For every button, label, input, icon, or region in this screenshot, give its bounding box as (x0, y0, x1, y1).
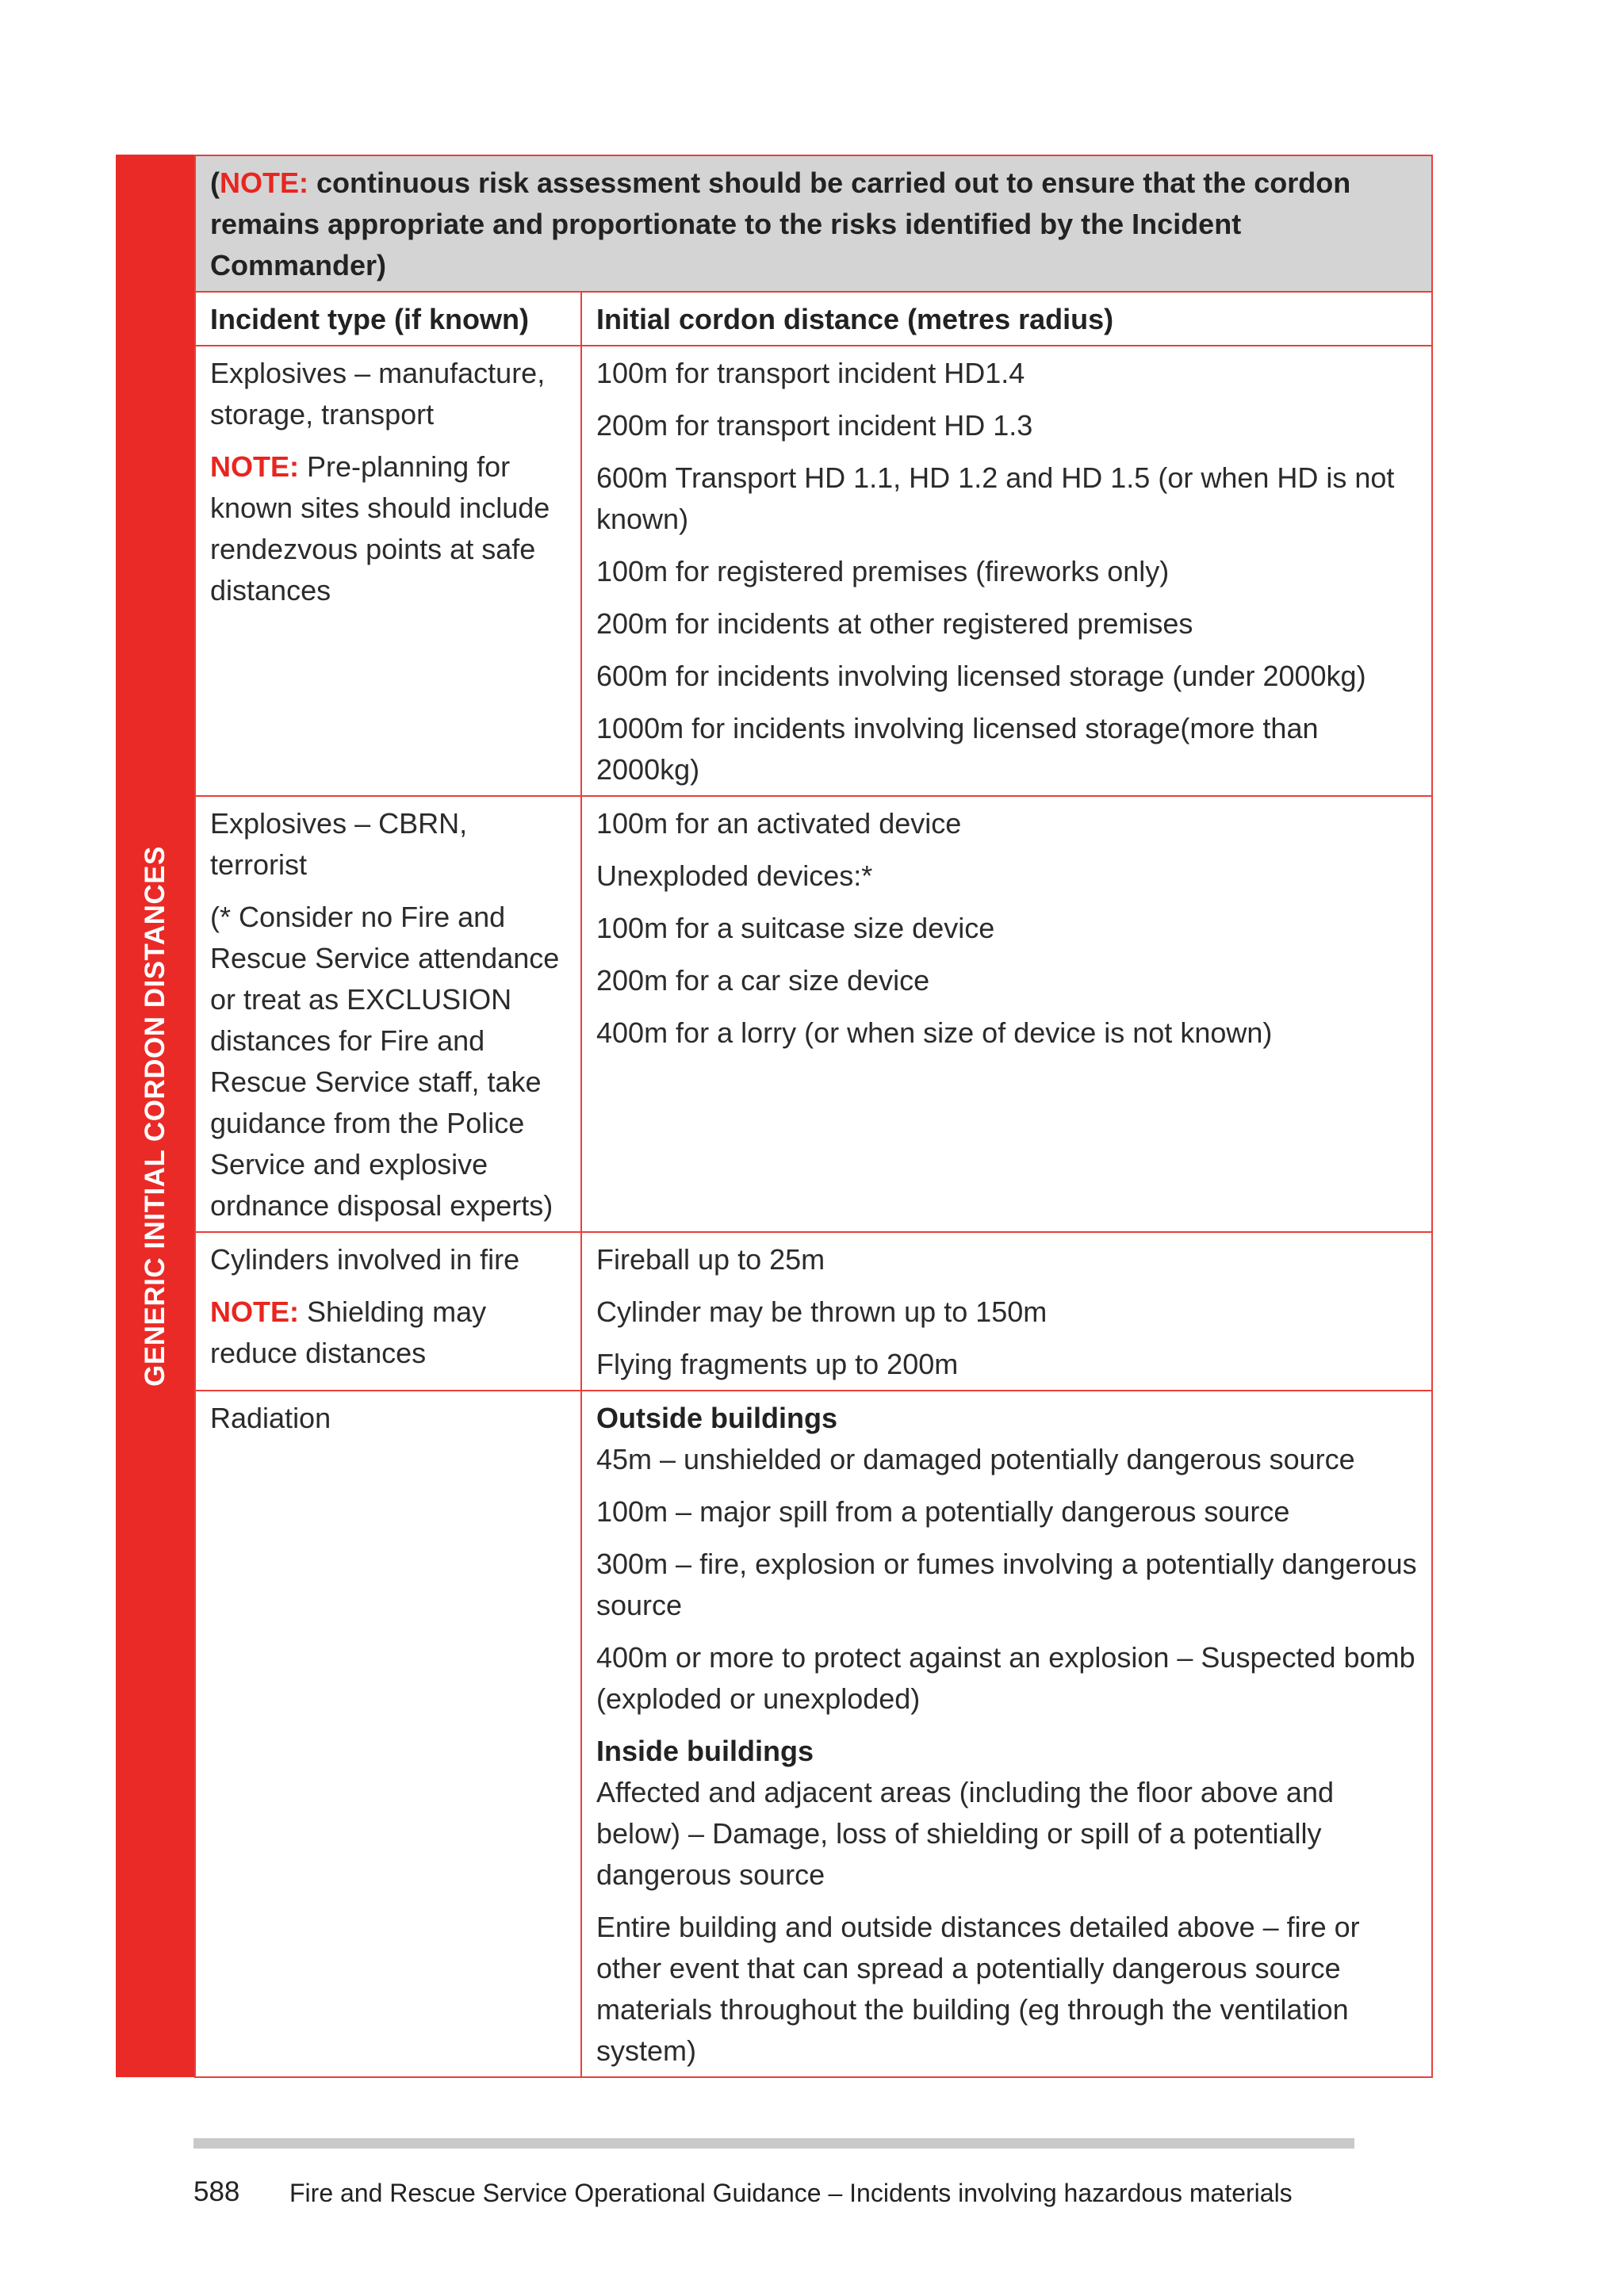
cordon-distance-cell (581, 1391, 1432, 2077)
distance-item: 100m – major spill from a potentially dangerous source (596, 1495, 1290, 1528)
distance-item: 300m – fire, explosion or fumes involving a potentially dangerous source (596, 1548, 1417, 1621)
distance-item: 45m – unshielded or damaged potentially dangerous source (596, 1443, 1355, 1475)
distance-item: Cylinder may be thrown up to 150m (596, 1295, 1048, 1328)
incident-type: Radiation (210, 1402, 331, 1434)
outside-buildings-heading: Outside buildings (596, 1402, 837, 1434)
footer-rule (193, 2138, 1354, 2149)
distance-item: 200m for transport incident HD 1.3 (596, 409, 1033, 442)
section-sidebar (116, 155, 194, 2077)
note-text: Pre-planning for known sites should include rendezvous points at safe distances (210, 450, 550, 607)
note-keyword: NOTE: (220, 166, 308, 199)
distance-item: 200m for incidents at other registered premises (596, 607, 1193, 640)
footer-title: Fire and Rescue Service Operational Guidance – Incidents involving hazardous materials (289, 2179, 1293, 2207)
incident-extra: (* Consider no Fire and Rescue Service attendance or treat as EXCLUSION distances for Fire and Rescue Service staff, take guidance from the Police Service and explosive ordnance disposal experts) (210, 901, 560, 1222)
table-row (195, 1232, 1432, 1391)
note-text: continuous risk assessment should be carried out to ensure that the cordon remains appropriate and proportionate to the risks identified by the Incident Commander) (210, 166, 1351, 281)
incident-type-cell (195, 346, 581, 796)
table-row (195, 1391, 1432, 2077)
note-cell (195, 155, 1432, 292)
distance-item: 100m for transport incident HD1.4 (596, 357, 1025, 389)
incident-type-cell (195, 1232, 581, 1391)
header-cordon-distance: Initial cordon distance (metres radius) (581, 292, 1432, 346)
distance-item: Flying fragments up to 200m (596, 1348, 959, 1380)
header-row (195, 292, 1432, 346)
distance-item: Affected and adjacent areas (including the floor above and below) – Damage, loss of shielding or spill of a potentially dangerous source (596, 1776, 1334, 1891)
distance-item: 400m for a lorry (or when size of device is not known) (596, 1016, 1273, 1049)
note-open: ( (210, 166, 220, 199)
incident-type-cell (195, 1391, 581, 2077)
sidebar-label: GENERIC INITIAL CORDON DISTANCES (139, 845, 170, 1387)
distance-item: 100m for registered premises (fireworks only) (596, 555, 1170, 587)
cordon-distance-cell (581, 346, 1432, 796)
note-row (195, 155, 1432, 292)
inside-buildings-heading: Inside buildings (596, 1735, 814, 1767)
note-text: Shielding may reduce distances (210, 1295, 487, 1369)
incident-type: Cylinders involved in fire (210, 1243, 520, 1276)
distance-item: 600m for incidents involving licensed storage (under 2000kg) (596, 660, 1366, 692)
header-incident-type: Incident type (if known) (195, 292, 581, 346)
distance-item: Unexploded devices:* (596, 859, 873, 892)
distance-item: Entire building and outside distances detailed above – fire or other event that can spread a potentially dangerous source materials throughout the building (eg through the ventilation system) (596, 1911, 1360, 2067)
distance-item: 200m for a car size device (596, 964, 930, 997)
distance-item: 1000m for incidents involving licensed storage(more than 2000kg) (596, 712, 1319, 786)
distance-item: Fireball up to 25m (596, 1243, 825, 1276)
incident-type: Explosives – CBRN, terrorist (210, 807, 468, 881)
incident-type: Explosives – manufacture, storage, transport (210, 357, 546, 430)
incident-note (210, 1292, 566, 1374)
table-row (195, 346, 1432, 796)
incident-type-cell (195, 796, 581, 1232)
cordon-distance-cell (581, 796, 1432, 1232)
distance-item: 100m for an activated device (596, 807, 962, 840)
note-keyword: NOTE: (210, 1295, 299, 1328)
distance-item: 600m Transport HD 1.1, HD 1.2 and HD 1.5 (or when HD is not known) (596, 461, 1395, 535)
page-number: 588 (193, 2176, 240, 2207)
distance-group-inside (596, 1731, 1417, 1896)
cordon-table (194, 155, 1433, 2078)
table-row (195, 796, 1432, 1232)
distance-item: 100m for a suitcase size device (596, 912, 995, 944)
incident-note (210, 446, 566, 611)
cordon-distance-cell (581, 1232, 1432, 1391)
note-keyword: NOTE: (210, 450, 299, 483)
distance-group-outside (596, 1398, 1417, 1480)
distance-item: 400m or more to protect against an explosion – Suspected bomb (exploded or unexploded) (596, 1641, 1415, 1715)
